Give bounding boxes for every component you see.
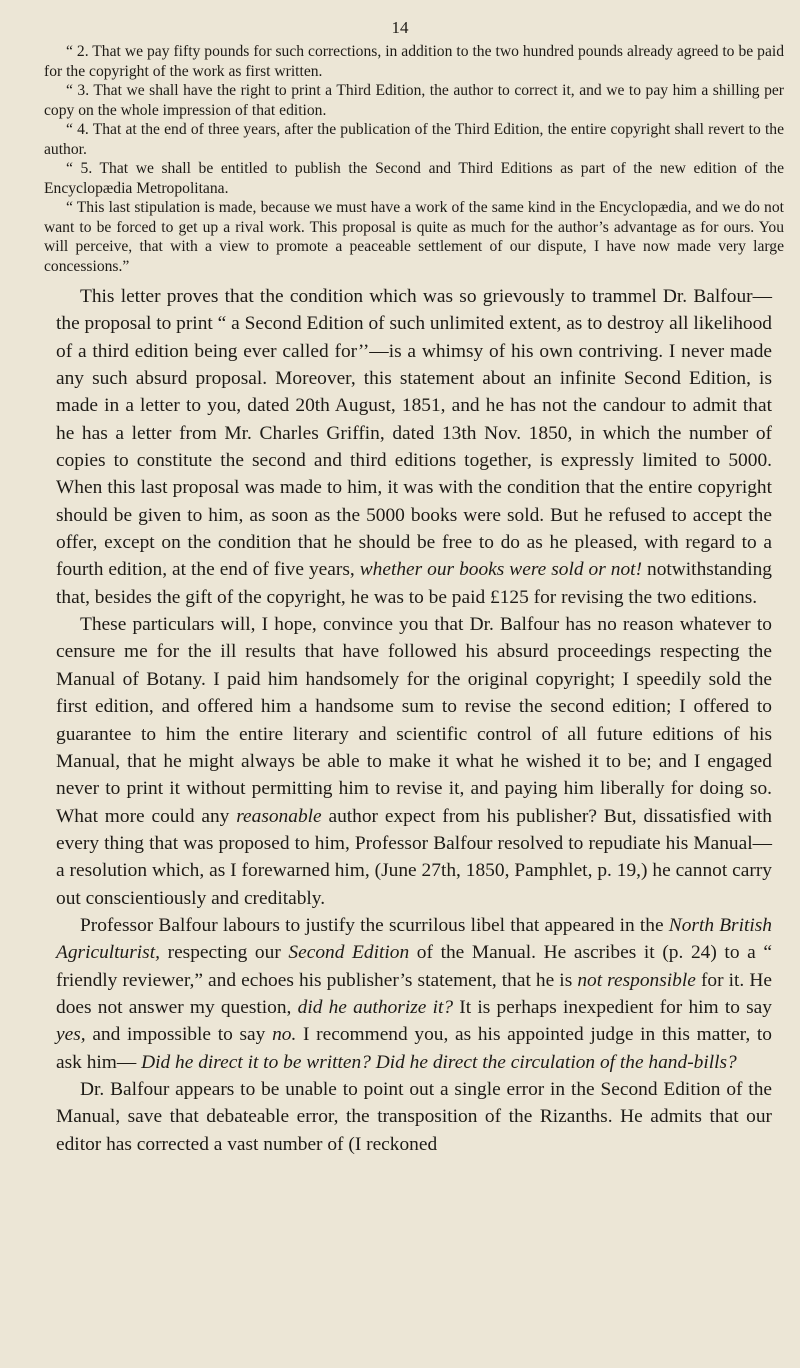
paragraph-1 — [56, 283, 772, 611]
body-text — [56, 283, 772, 1158]
p3-emphasis-5: yes, — [56, 1024, 86, 1046]
p3-text-c: of the Manual. He ascribes it (p. 24) to a “ friendly reviewer,” and echoes his publisher’s statement, that he is — [56, 942, 772, 991]
p3-text-f: and impossible to say — [92, 1024, 266, 1046]
p3-emphasis-7: Did he direct it to be written? Did he direct the circulation of the hand-bills? — [141, 1051, 737, 1073]
quote-closing: “ This last stipulation is made, because we must have a work of the same kind in the Encyclopædia, and we do not want to be forced to get up a rival work. This proposal is quite as much for the author’s advantage as for ours. You will perceive, that with a view to promote a peaceable settlement of our dispute, I have now made very large concessions.” — [44, 199, 784, 275]
p3-emphasis-6: no. — [272, 1024, 297, 1046]
quoted-letter — [44, 42, 784, 276]
p3-emphasis-1: North British Agriculturist, — [56, 914, 772, 964]
page-number: 14 — [391, 18, 409, 37]
p3-text-d: for it. He does not answer my question, — [56, 969, 772, 1018]
p3-text-e: It is perhaps inexpedient for him to say — [459, 996, 772, 1018]
p2-text-a: These particulars will, I hope, convince you that Dr. Balfour has no reason whatever to censure me for the ill results that have followed his absurd proceedings respecting the Manual of Botany. I paid him handsomely for the original copyright; I speedily sold the first edition, and offered him a handsome sum to revise the second edition; I offered to guarantee to him the entire literary and scientific control of all future editions of his Manual, that he might always be able to make it what he wished it to be; and I engaged never to print it without permitting him to revise it, and paying him liberally for doing so. What more could any — [56, 614, 772, 827]
p3-text-g: I recommend you, as his appointed judge in this matter, to ask him— — [56, 1024, 772, 1073]
quote-clause-5: “ 5. That we shall be entitled to publish the Second and Third Editions as part of the new edition of the Encyclopædia Metropolitana. — [44, 160, 784, 197]
quote-clause-4: “ 4. That at the end of three years, after the publication of the Third Edition, the entire copyright shall revert to the author. — [44, 121, 784, 158]
quote-clause-3: “ 3. That we shall have the right to print a Third Edition, the author to correct it, and we to pay him a shilling per copy on the whole impression of that edition. — [44, 82, 784, 119]
paragraph-3 — [56, 912, 772, 1076]
p3-emphasis-4: did he authorize it? — [297, 996, 454, 1018]
p2-emphasis: reasonable — [236, 805, 322, 827]
p3-emphasis-2: Second Edition — [288, 942, 410, 964]
p2-text-b: author expect from his publisher? But, dissatisfied with every thing that was proposed to him, Professor Balfour resolved to repudiate his Manual—a resolution which, as I forewarned him, (June 27th, 1850, Pamphlet, p. 19,) he cannot carry out conscientiously and creditably. — [56, 805, 772, 909]
paragraph-2 — [56, 611, 772, 912]
p1-tail: notwithstanding that, besides the gift of the copyright, he was to be paid £125 for revising the two editions. — [56, 559, 772, 608]
p3-emphasis-3: not responsible — [577, 969, 696, 991]
p1-emphasis: whether our books were sold or not! — [359, 559, 643, 581]
quote-clause-2: “ 2. That we pay fifty pounds for such corrections, in addition to the two hundred pounds already agreed to be paid for the copyright of the work as first written. — [44, 43, 784, 80]
p1-text: This letter proves that the condition which was so grievously to trammel Dr. Balfour—the proposal to print “ a Second Edition of such unlimited extent, as to destroy all likelihood of a third edition being ever called for’’—is a whimsy of his own contriving. I never made any such absurd proposal. Moreover, this statement about an infinite Second Edition, is made in a letter to you, dated 20th August, 1851, and he has not the candour to admit that he has a letter from Mr. Charles Griffin, dated 13th Nov. 1850, in which the number of copies to constitute the second and third editions together, is expressly limited to 5000. When this last proposal was made to him, it was with the condition that the entire copyright should be given to him, as soon as the 5000 books were sold. But he refused to accept the offer, except on the condition that he should be free to do as he pleased, with regard to a fourth edition, at the end of five years, — [56, 286, 772, 581]
p3-text-b: respecting our — [167, 942, 281, 964]
paragraph-4: Dr. Balfour appears to be unable to point out a single error in the Second Edition of the Manual, save that debateable error, the transposition of the Rizanths. He admits that our editor has corrected a vast number of (I reckoned — [56, 1078, 772, 1155]
p3-text-a: Professor Balfour labours to justify the scurrilous libel that appeared in the — [80, 914, 664, 936]
